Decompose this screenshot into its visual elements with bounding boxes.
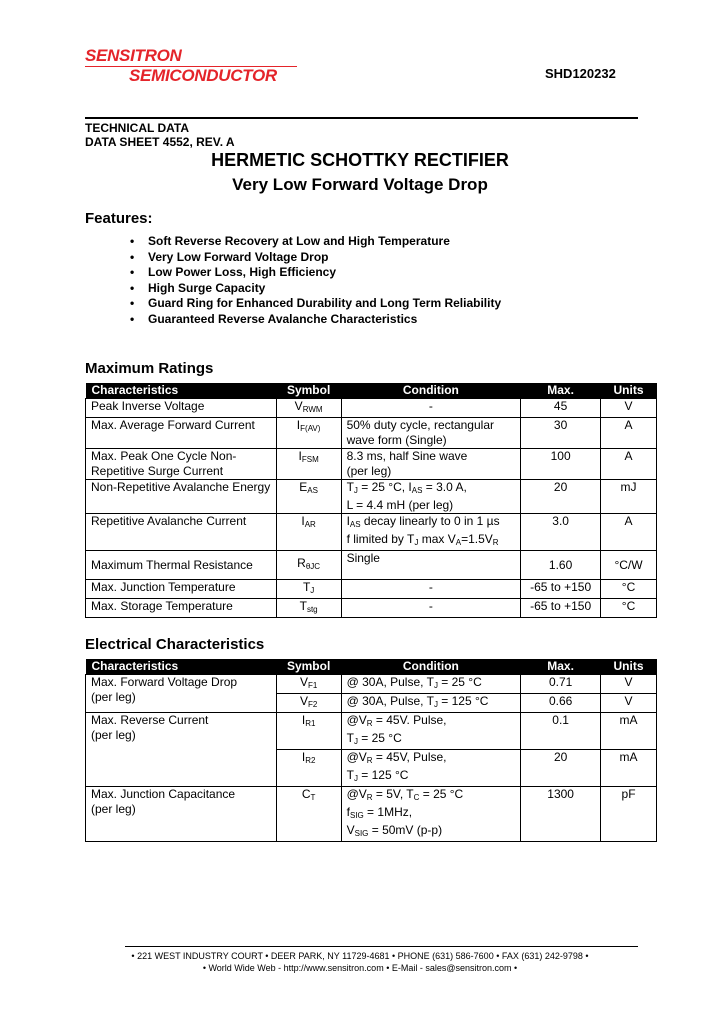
characteristic-line: Max. Forward Voltage Drop (91, 675, 238, 689)
table-row (86, 418, 657, 449)
condition-subscript: SIG (354, 829, 369, 838)
max-ratings-table (85, 383, 657, 618)
feature-item: • Guard Ring for Enhanced Durability and Long Term Reliability (130, 296, 501, 312)
document-subtitle: Very Low Forward Voltage Drop (232, 175, 488, 194)
footer-address: • 221 WEST INDUSTRY COURT • DEER PARK, NY 11729-4681 • PHONE (631) 586-7600 • FAX (631) 242-9798 • (131, 951, 589, 961)
symbol-subscript: RWM (302, 405, 323, 414)
condition-text: = 25 °C (357, 731, 402, 745)
cell-unit: V (601, 675, 657, 694)
condition-line (347, 823, 516, 841)
cell-symbol (276, 713, 341, 750)
condition-subscript: R (492, 538, 499, 547)
features-list (130, 234, 501, 328)
condition-line: wave form (Single) (346, 433, 447, 447)
condition-subscript: R (366, 756, 373, 765)
col-header: Characteristics (86, 659, 277, 675)
col-header: Characteristics (86, 383, 277, 399)
cell-characteristic: Max. Junction Temperature (86, 580, 277, 599)
characteristic-line: Max. Junction Capacitance (91, 787, 236, 801)
cell-unit: A (601, 449, 657, 480)
col-header: Condition (341, 383, 521, 399)
symbol-subscript: F1 (307, 681, 318, 690)
cell-condition (341, 675, 521, 694)
cell-max: 0.71 (521, 675, 601, 694)
company-name-line1: SENSITRON (85, 46, 182, 65)
condition-subscript: J (353, 486, 358, 495)
symbol-subscript: R2 (305, 756, 316, 765)
condition-subscript: R (366, 793, 373, 802)
condition-text: = 3.0 A, (422, 480, 467, 494)
col-header: Condition (341, 659, 521, 675)
condition-text: = 25 °C (419, 787, 464, 801)
condition-text: max V (418, 532, 456, 546)
condition-text: = 45V. Pulse, (372, 713, 447, 727)
table-row (86, 580, 657, 599)
datasheet-revision: DATA SHEET 4552, REV. A (85, 135, 235, 149)
symbol-text: V (299, 675, 308, 689)
cell-condition (341, 449, 521, 480)
condition-text: @V (346, 787, 367, 801)
electrical-table (85, 659, 657, 842)
condition-text: T (346, 731, 354, 745)
cell-symbol (276, 480, 341, 514)
cell-max: 1.60 (521, 551, 601, 580)
condition-line: 8.3 ms, half Sine wave (346, 449, 468, 463)
cell-unit: °C (601, 599, 657, 618)
symbol-subscript: θJC (305, 562, 321, 571)
cell-condition (341, 480, 521, 514)
cell-max: 1300 (521, 787, 601, 842)
table-row (86, 551, 657, 580)
cell-unit: V (601, 694, 657, 713)
condition-text: = 125 °C (357, 768, 409, 782)
condition-text: = 25 °C (437, 675, 482, 689)
condition-line: (per leg) (346, 464, 392, 478)
cell-unit: °C (601, 580, 657, 599)
condition-line (347, 805, 516, 823)
condition-line (347, 514, 516, 532)
symbol-text: I (301, 514, 305, 528)
part-number: SHD120232 (545, 66, 616, 81)
symbol-text: V (299, 694, 308, 708)
symbol-text: T (299, 599, 307, 613)
table-row (86, 599, 657, 618)
cell-max: 0.1 (521, 713, 601, 750)
table-row (86, 787, 657, 842)
header-rule (85, 117, 638, 119)
symbol-subscript: FSM (301, 455, 319, 464)
col-header: Symbol (276, 383, 341, 399)
cell-condition (341, 514, 521, 551)
cell-condition (341, 750, 521, 787)
max-ratings-heading: Maximum Ratings (85, 360, 214, 377)
cell-condition: - (341, 399, 521, 418)
condition-line (347, 480, 516, 498)
symbol-subscript: T (310, 793, 316, 802)
characteristic-line: Max. Peak One Cycle Non- (91, 449, 237, 463)
cell-unit: V (601, 399, 657, 418)
symbol-subscript: J (310, 586, 315, 595)
symbol-subscript: F(AV) (300, 424, 321, 433)
characteristic-line: Repetitive Surge Current (91, 464, 224, 478)
footer-web-email: • World Wide Web - http://www.sensitron.com • E-Mail - sales@sensitron.com • (202, 963, 518, 973)
col-header: Max. (521, 659, 601, 675)
condition-text: = 25 °C, I (357, 480, 412, 494)
condition-text: @V (346, 750, 367, 764)
cell-characteristic: Repetitive Avalanche Current (86, 514, 277, 551)
cell-symbol (276, 399, 341, 418)
document-title: HERMETIC SCHOTTKY RECTIFIER (211, 150, 509, 170)
cell-characteristic: Non-Repetitive Avalanche Energy (86, 480, 277, 514)
cell-characteristic: Peak Inverse Voltage (86, 399, 277, 418)
cell-characteristic: Max. Storage Temperature (86, 599, 277, 618)
cell-symbol (276, 675, 341, 694)
footer-rule (125, 946, 638, 947)
condition-text: T (346, 480, 354, 494)
condition-subscript: R (366, 719, 373, 728)
condition-text: I (346, 514, 350, 528)
feature-item: • Guaranteed Reverse Avalanche Characteristics (130, 312, 501, 328)
condition-text: @ 30A, Pulse, T (346, 675, 434, 689)
electrical-heading: Electrical Characteristics (85, 636, 265, 653)
cell-condition: Single (341, 551, 521, 580)
cell-condition: - (341, 580, 521, 599)
technical-data-label: TECHNICAL DATA (85, 121, 189, 135)
cell-max: -65 to +150 (521, 599, 601, 618)
symbol-text: I (298, 449, 302, 463)
symbol-text: E (299, 480, 308, 494)
col-header: Max. (521, 383, 601, 399)
table-header-row (86, 383, 657, 399)
symbol-text: T (302, 580, 311, 594)
col-header: Units (601, 383, 657, 399)
cell-unit: mA (601, 750, 657, 787)
characteristic-line: (per leg) (91, 802, 136, 816)
symbol-text: I (296, 418, 301, 432)
condition-text: = 45V, Pulse, (372, 750, 447, 764)
feature-item: • Low Power Loss, High Efficiency (130, 265, 501, 281)
condition-line (347, 750, 516, 768)
condition-line: L = 4.4 mH (per leg) (346, 498, 454, 512)
condition-line: 50% duty cycle, rectangular (346, 418, 494, 432)
cell-unit: mA (601, 713, 657, 750)
cell-max: 3.0 (521, 514, 601, 551)
cell-unit: A (601, 514, 657, 551)
table-row (86, 675, 657, 694)
cell-symbol (276, 599, 341, 618)
cell-max: 100 (521, 449, 601, 480)
symbol-subscript: AR (304, 520, 316, 529)
condition-subscript: J (414, 538, 419, 547)
cell-characteristic (86, 675, 277, 713)
condition-text: = 50mV (p-p) (368, 823, 443, 837)
cell-symbol (276, 551, 341, 580)
condition-subscript: AS (349, 520, 361, 529)
feature-item: • High Surge Capacity (130, 281, 501, 297)
condition-subscript: J (353, 774, 358, 783)
symbol-subscript: stg (306, 605, 318, 614)
characteristic-line: (per leg) (91, 690, 136, 704)
symbol-subscript: AS (307, 486, 318, 495)
condition-text: = 125 °C (437, 694, 489, 708)
cell-symbol (276, 694, 341, 713)
col-header: Symbol (276, 659, 341, 675)
characteristic-line: Max. Reverse Current (91, 713, 209, 727)
symbol-text: I (301, 713, 306, 727)
condition-text: V (346, 823, 355, 837)
symbol-subscript: R1 (305, 719, 316, 728)
feature-item: • Very Low Forward Voltage Drop (130, 250, 501, 266)
symbol-subscript: F2 (307, 700, 318, 709)
cell-unit: °C/W (601, 551, 657, 580)
cell-characteristic (86, 787, 277, 842)
condition-line (347, 731, 516, 749)
cell-condition (341, 713, 521, 750)
cell-characteristic (86, 449, 277, 480)
cell-characteristic: Maximum Thermal Resistance (86, 551, 277, 580)
condition-subscript: AS (411, 486, 423, 495)
condition-text: =1.5V (461, 532, 493, 546)
condition-line (347, 768, 516, 786)
cell-max: 0.66 (521, 694, 601, 713)
condition-subscript: J (433, 681, 438, 690)
features-heading: Features: (85, 210, 153, 227)
condition-text: decay linearly to 0 in 1 µs (360, 514, 500, 528)
cell-symbol (276, 750, 341, 787)
condition-subscript: C (413, 793, 420, 802)
condition-text: T (346, 768, 354, 782)
condition-line (347, 713, 516, 731)
cell-unit: pF (601, 787, 657, 842)
col-header: Units (601, 659, 657, 675)
table-row (86, 449, 657, 480)
cell-condition (341, 787, 521, 842)
condition-subscript: A (455, 538, 462, 547)
cell-symbol (276, 418, 341, 449)
cell-symbol (276, 449, 341, 480)
symbol-text: V (294, 399, 303, 413)
cell-symbol (276, 787, 341, 842)
cell-condition (341, 694, 521, 713)
characteristic-line: (per leg) (91, 728, 136, 742)
cell-unit: A (601, 418, 657, 449)
condition-text: f (346, 805, 350, 819)
company-name-line2: SEMICONDUCTOR (129, 66, 277, 85)
table-row (86, 480, 657, 514)
cell-max: -65 to +150 (521, 580, 601, 599)
cell-condition: - (341, 599, 521, 618)
cell-characteristic: Max. Average Forward Current (86, 418, 277, 449)
cell-symbol (276, 580, 341, 599)
cell-max: 20 (521, 480, 601, 514)
cell-characteristic (86, 713, 277, 787)
condition-text: = 1MHz, (363, 805, 413, 819)
table-row (86, 514, 657, 551)
cell-max: 45 (521, 399, 601, 418)
cell-max: 30 (521, 418, 601, 449)
condition-line (347, 532, 516, 550)
cell-max: 20 (521, 750, 601, 787)
condition-subscript: J (353, 737, 358, 746)
symbol-text: R (297, 556, 306, 570)
cell-condition (341, 418, 521, 449)
condition-text: = 5V, T (372, 787, 414, 801)
table-row (86, 713, 657, 750)
cell-unit: mJ (601, 480, 657, 514)
condition-text: @V (346, 713, 367, 727)
symbol-text: C (301, 787, 311, 801)
condition-text: f limited by T (346, 532, 415, 546)
condition-text: @ 30A, Pulse, T (346, 694, 434, 708)
table-row (86, 399, 657, 418)
cell-symbol (276, 514, 341, 551)
symbol-text: I (301, 750, 306, 764)
feature-item: • Soft Reverse Recovery at Low and High Temperature (130, 234, 501, 250)
table-header-row (86, 659, 657, 675)
condition-line (347, 787, 516, 805)
condition-subscript: SIG (349, 811, 364, 820)
condition-subscript: J (433, 700, 438, 709)
